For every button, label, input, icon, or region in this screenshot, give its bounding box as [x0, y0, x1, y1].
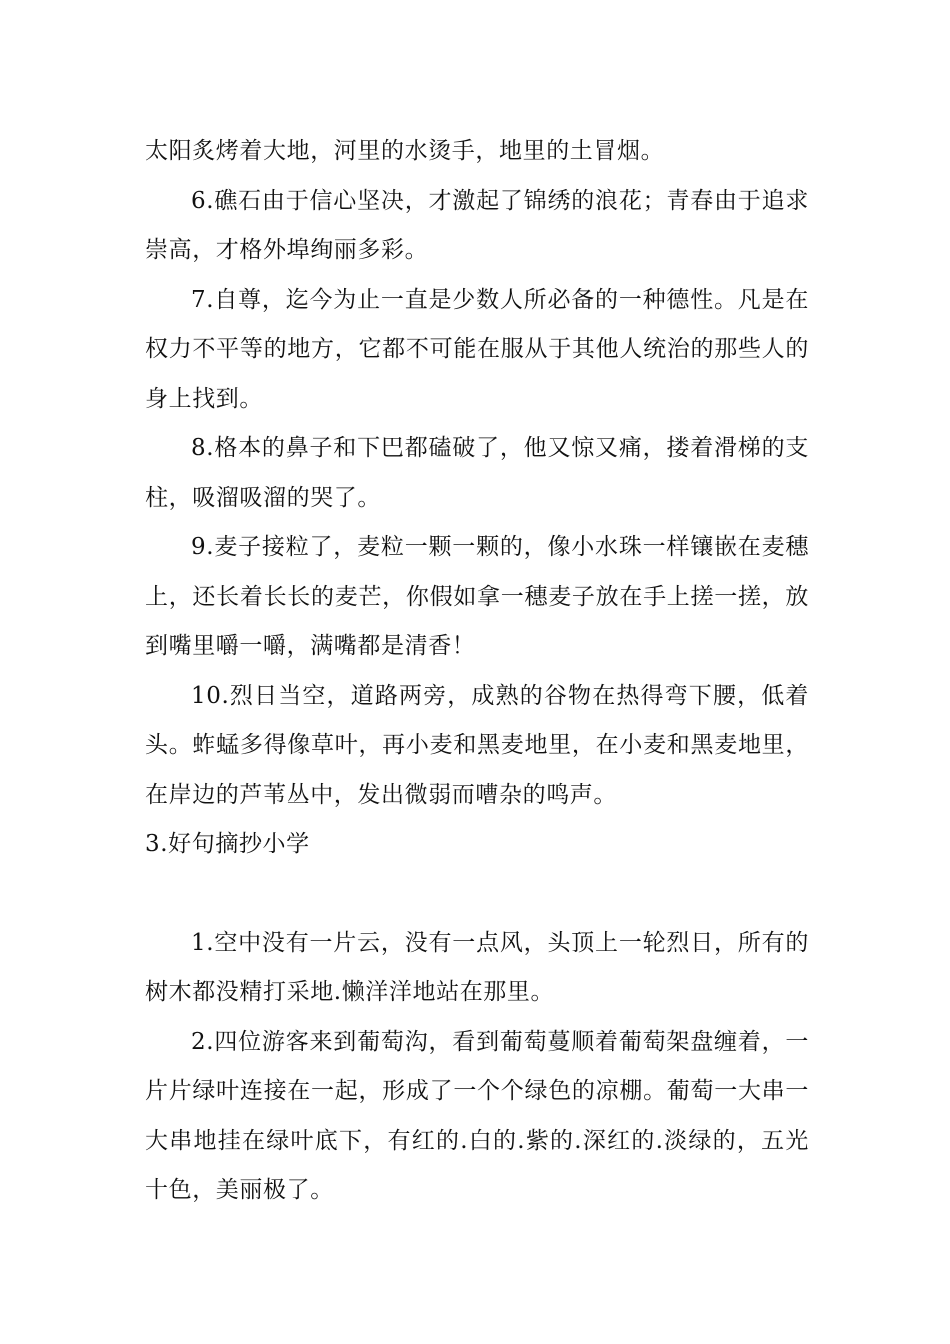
paragraph-item-6: 6.礁石由于信心坚决，才激起了锦绣的浪花；青春由于追求崇高，才格外埠绚丽多彩。 — [145, 187, 809, 263]
paragraph-item-7: 7.自尊，迄今为止一直是少数人所必备的一种德性。凡是在权力不平等的地方，它都不可能在服从于其他人统治的那些人的身上找到。 — [145, 286, 809, 412]
section-spacer — [145, 870, 809, 919]
document-page — [145, 127, 809, 1216]
paragraph-item-9: 9.麦子接粒了，麦粒一颗一颗的，像小水珠一样镶嵌在麦穗上，还长着长长的麦芒，你假如拿一穗麦子放在手上搓一搓，放到嘴里嚼一嚼，满嘴都是清香！ — [145, 534, 809, 659]
paragraph-item-8: 8.格本的鼻子和下巴都磕破了，他又惊又痛，搂着滑梯的支柱，吸溜吸溜的哭了。 — [145, 435, 809, 511]
paragraph-continuation: 太阳炙烤着大地，河里的水烫手，地里的土冒烟。 — [145, 138, 665, 164]
paragraph-item-2: 2.四位游客来到葡萄沟，看到葡萄蔓顺着葡萄架盘缠着，一片片绿叶连接在一起，形成了一个个绿色的凉棚。葡萄一大串一大串地挂在绿叶底下，有红的.白的.紫的.深红的.淡绿的，五光十色，美丽极了。 — [145, 1028, 809, 1203]
paragraph-item-1: 1.空中没有一片云，没有一点风，头顶上一轮烈日，所有的树木都没精打采地.懒洋洋地站在那里。 — [145, 929, 809, 1005]
section-heading: 3.好句摘抄小学 — [145, 831, 310, 857]
paragraph-item-10: 10.烈日当空，道路两旁，成熟的谷物在热得弯下腰，低着头。蚱蜢多得像草叶，再小麦和黑麦地里，在小麦和黑麦地里，在岸边的芦苇丛中，发出微弱而嘈杂的鸣声。 — [145, 682, 809, 808]
